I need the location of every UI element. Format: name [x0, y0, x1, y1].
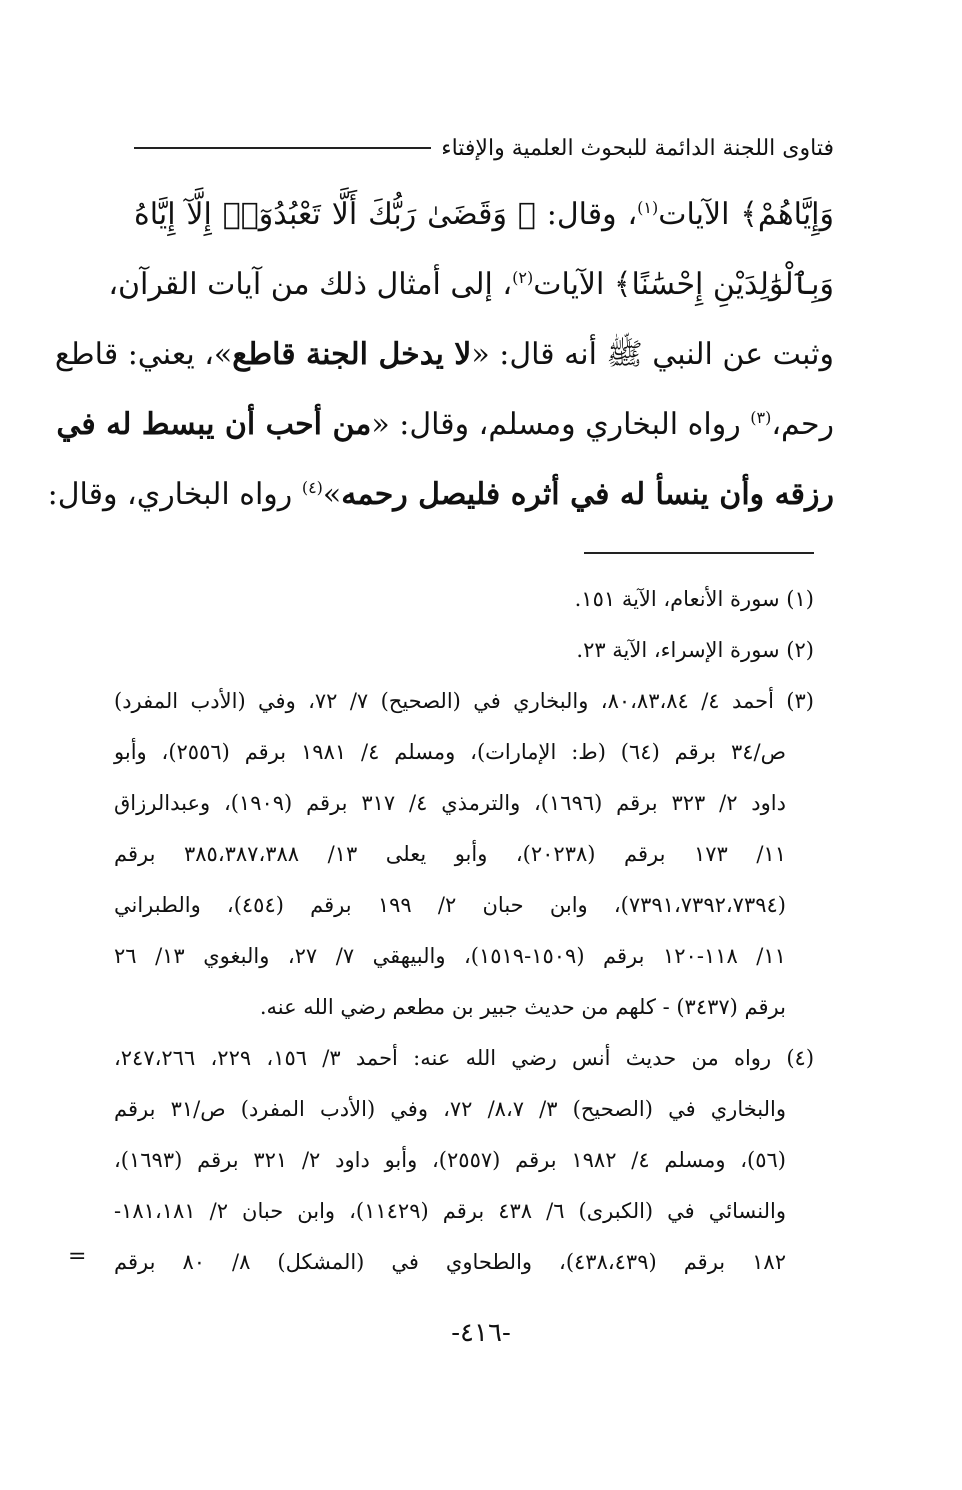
footnote-ref-1[interactable]: (١): [637, 198, 659, 217]
hadith-quote-2b: رزقه وأن ينسأ له في أثره فليصل رحمه: [341, 477, 834, 512]
header-rule: [134, 147, 431, 149]
footnote-3-line-4: ١١/ ١٧٣ برقم (٢٠٢٣٨)، وأبو يعلى ١٣/ ٣٨٥،٣٨٧،٣٨٨ برقم: [114, 842, 786, 866]
main-line-4: رحم،$^{(٣)}$ رواه البخاري ومسلم، وقال: «من أحب أن يبسط له في: [56, 407, 834, 442]
main-line-5: رزقه وأن ينسأ له في أثره فليصل رحمه»$^{(٤)}$ رواه البخاري، وقال:: [47, 477, 834, 512]
hadith-quote-1: لا يدخل الجنة قاطع: [232, 337, 472, 372]
footnote-ref-4[interactable]: (٤): [301, 478, 323, 497]
hadith-quote-2a: من أحب أن يبسط له في: [56, 407, 372, 442]
footnote-3-line-6: ١١/ ١١٨-١٢٠ برقم (١٥٠٩-١٥١٩)، والبيهقي ٧/ ٢٧، والبغوي ١٣/ ٢٦: [114, 944, 786, 968]
running-header: [134, 128, 834, 168]
running-title: فتاوى اللجنة الدائمة للبحوث العلمية والإفتاء: [441, 135, 834, 161]
footnote-4-line-3: (٥٦)، ومسلم ٤/ ١٩٨٢ برقم (٢٥٥٧)، وأبو داود ٢/ ٣٢١ برقم (١٦٩٣)،: [114, 1148, 786, 1172]
footnote-3-line-2: ص/٣٤ برقم (٦٤) (ط: الإمارات)، ومسلم ٤/ ١٩٨١ برقم (٢٥٥٦)، وأبو: [114, 740, 786, 764]
footnote-4-line-4: والنسائي في (الكبرى) ٦/ ٤٣٨ برقم (١١٤٢٩)، وابن حبان ٢/ ١٨١،١٨١-: [114, 1199, 786, 1223]
main-line-3: وثبت عن النبي ﷺ أنه قال: «لا يدخل الجنة قاطع»، يعني: قاطع: [54, 337, 834, 372]
main-line-1: وَإِيَّاهُمْ﴾ الآيات$^{(١)}$، وقال: ﴿ وَقَضَىٰ رَبُّكَ أَلَّا تَعْبُدُوٓا۟ إِلَّآ إِيَّاهُ: [134, 197, 834, 232]
footnote-separator: [584, 552, 814, 554]
footnote-4-line-5: ١٨٢ برقم (٤٣٨،٤٣٩)، والطحاوي في (المشكل) ٨/ ٨٠ برقم: [114, 1250, 786, 1274]
continuation-mark: =: [68, 1244, 87, 1269]
footnote-3-line-3: داود ٢/ ٣٢٣ برقم (١٦٩٦)، والترمذي ٤/ ٣١٧ برقم (١٩٠٩)، وعبدالرزاق: [114, 791, 786, 815]
footnote-3-line-5: (٧٣٩١،٧٣٩٢،٧٣٩٤)، وابن حبان ٢/ ١٩٩ برقم (٤٥٤)، والطبراني: [114, 893, 786, 917]
page-number: -٤١٦-: [451, 1318, 511, 1348]
footnotes: [114, 574, 814, 1288]
footnote-3-line-1: (٣) أحمد ٤/ ٨٠،٨٣،٨٤، والبخاري في (الصحيح) ٧/ ٧٢، وفي (الأدب المفرد): [114, 689, 814, 713]
footnote-ref-3[interactable]: (٣): [750, 408, 772, 427]
main-line-2: وَبِٱلْوَٰلِدَيْنِ إِحْسَٰنًا﴾ الآيات$^{(٢)}$، إلى أمثال ذلك من آيات القرآن،: [108, 267, 834, 302]
footnote-1: (١) سورة الأنعام، الآية ١٥١.: [574, 587, 814, 611]
footnote-4-line-1: (٤) رواه من حديث أنس رضي الله عنه: أحمد ٣/ ١٥٦، ٢٢٩، ٢٤٧،٢٦٦،: [114, 1046, 815, 1070]
footnote-3-line-7: برقم (٣٤٣٧) - كلهم من حديث جبير بن مطعم رضي الله عنه.: [259, 995, 786, 1019]
footnote-ref-2[interactable]: (٢): [512, 268, 534, 287]
footnote-4-line-2: والبخاري في (الصحيح) ٣/ ٨،٧/ ٧٢، وفي (الأدب المفرد) ص/٣١ برقم: [114, 1097, 786, 1121]
footnote-2: (٢) سورة الإسراء، الآية ٢٣.: [576, 638, 814, 662]
main-text: [47, 180, 834, 530]
